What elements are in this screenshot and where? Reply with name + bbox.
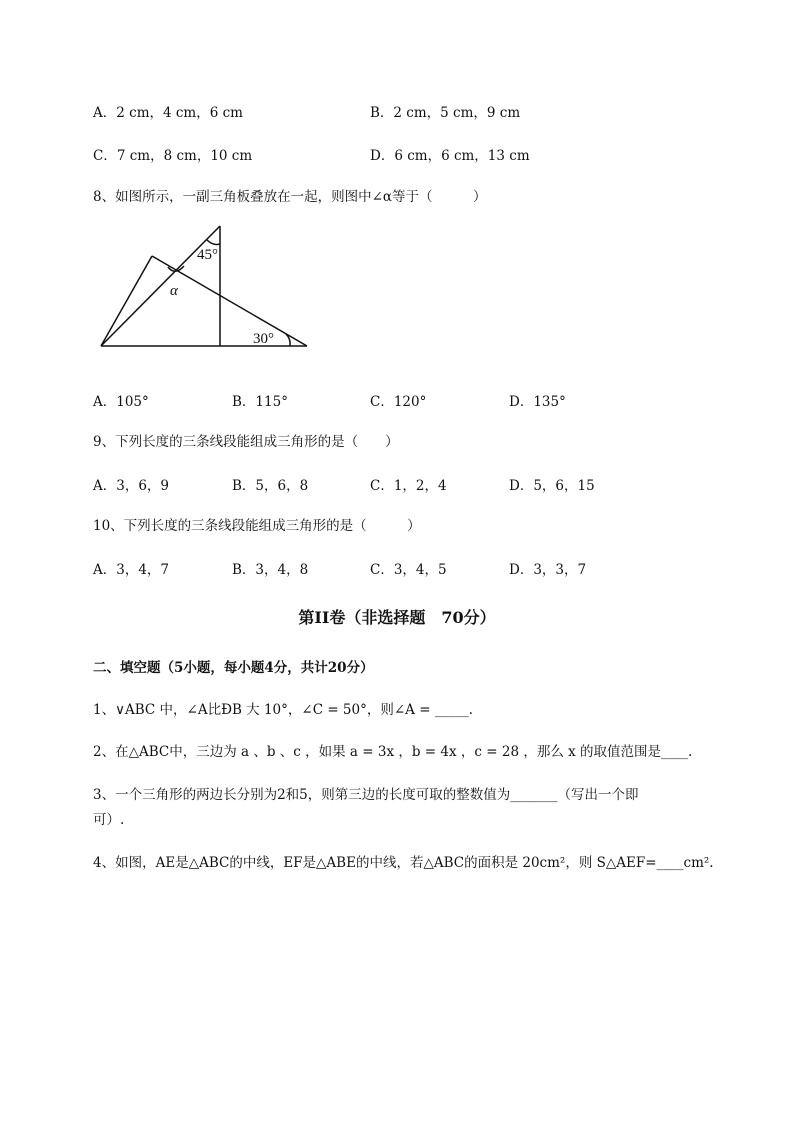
q9-option-d: D．5，6，15 xyxy=(509,478,595,494)
q7-option-d: D．6 cm，6 cm，13 cm xyxy=(370,148,530,164)
q10-question: 10、下列长度的三条线段能组成三角形的是（ ） xyxy=(93,518,421,534)
q7-option-a: A．2 cm，4 cm，6 cm xyxy=(93,105,243,121)
q8-triangle-figure xyxy=(95,222,315,352)
q10-option-a: A．3，4，7 xyxy=(93,562,170,578)
figure-label-alpha: α xyxy=(170,283,178,299)
q7-option-b: B．2 cm，5 cm，9 cm xyxy=(370,105,521,121)
figure-label-45: 45° xyxy=(197,247,218,263)
part2-title: 第II卷（非选择题 70分） xyxy=(298,608,496,627)
q9-option-b: B．5，6，8 xyxy=(232,478,309,494)
fill-question-1: 1、∨ABC 中，∠A比ÐB 大 10°，∠C = 50°，则∠A = _____. xyxy=(93,702,473,718)
figure-45-arc xyxy=(207,240,220,245)
figure-label-30: 30° xyxy=(253,331,274,347)
q9-option-c: C．1，2，4 xyxy=(370,478,447,494)
q8-option-b: B．115° xyxy=(232,394,288,410)
figure-30-hypotenuse xyxy=(152,256,307,346)
q10-option-b: B．3，4，8 xyxy=(232,562,309,578)
fill-question-2: 2、在△ABC中，三边为 a 、b 、c ，如果 a = 3x ，b = 4x ，c = 28 ，那么 x 的取值范围是____. xyxy=(93,744,693,760)
q10-option-d: D．3，3，7 xyxy=(509,562,587,578)
q9-option-a: A．3，6，9 xyxy=(93,478,170,494)
q8-option-c: C．120° xyxy=(370,394,427,410)
q8-question: 8、如图所示，一副三角板叠放在一起，则图中∠α等于（ ） xyxy=(93,189,487,205)
fill-question-3-line1: 3、一个三角形的两边长分别为2和5，则第三边的长度可取的整数值为_______（写出一个即 xyxy=(93,787,639,803)
q10-option-c: C．3，4，5 xyxy=(370,562,447,578)
q8-option-a: A．105° xyxy=(93,394,149,410)
fill-question-4: 4、如图，AE是△ABC的中线，EF是△ABE的中线，若△ABC的面积是 20cm²，则 S△AEF=____cm². xyxy=(93,855,714,871)
figure-left-edge xyxy=(101,256,152,346)
fill-question-3-line2: 可）. xyxy=(93,812,125,828)
fill-section-heading: 二、填空题（5小题，每小题4分，共计20分） xyxy=(93,660,374,676)
figure-45-hypotenuse xyxy=(101,226,220,346)
q8-option-d: D．135° xyxy=(509,394,566,410)
q9-question: 9、下列长度的三条线段能组成三角形的是（ ） xyxy=(93,434,399,450)
q7-option-c: C．7 cm，8 cm，10 cm xyxy=(93,148,253,164)
